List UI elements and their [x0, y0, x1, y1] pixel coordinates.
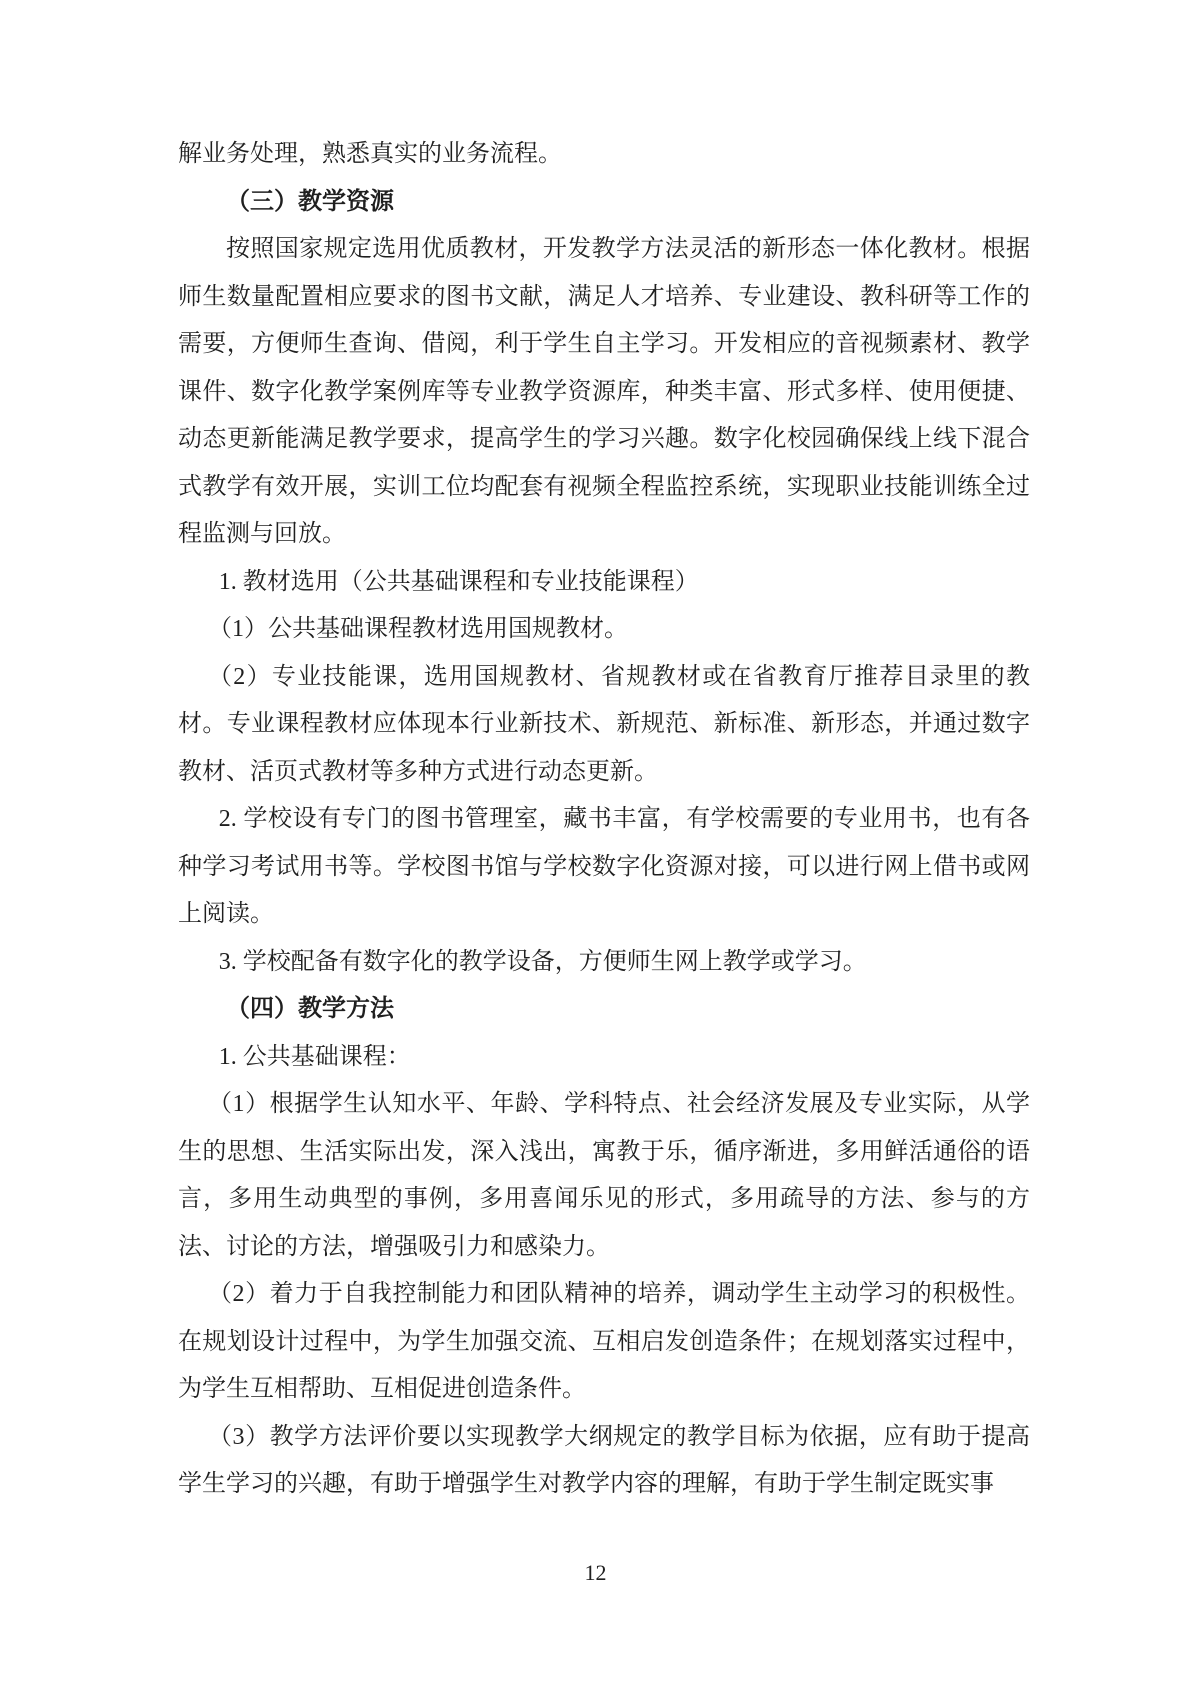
body-paragraph: （1）公共基础课程教材选用国规教材。 — [208, 616, 628, 642]
body-paragraph: 1. 公共基础课程： — [218, 1043, 411, 1070]
page-number: 12 — [584, 1560, 607, 1585]
section-heading: （三）教学资源 — [226, 188, 394, 215]
body-paragraph: 1. 教材选用（公共基础课程和专业技能课程） — [218, 568, 699, 595]
page-footer — [0, 1560, 1191, 1586]
section-heading: （四）教学方法 — [226, 996, 394, 1022]
body-paragraph: （2）专业技能课，选用国规教材、省规教材或在省教育厅推荐目录里的教材。专业课程教材应体现本行业新技术、新规范、新标准、新形态，并通过数字教材、活页式教材等多种方式进行动态更新。 — [178, 663, 1030, 785]
body-paragraph: 按照国家规定选用优质教材，开发教学方法灵活的新形态一体化教材。根据师生数量配置相应要求的图书文献，满足人才培养、专业建设、教科研等工作的需要，方便师生查询、借阅，利于学生自主学习。开发相应的音视频素材、教学课件、数字化教学案例库等专业教学资源库，种类丰富、形式多样、使用便捷、动态更新能满足教学要求，提高学生的学习兴趣。数字化校园确保线上线下混合式教学有效开展，实训工位均配套有视频全程监控系统，实现职业技能训练全过程监测与回放。 — [178, 236, 1030, 547]
body-paragraph: 2. 学校设有专门的图书管理室，藏书丰富，有学校需要的专业用书，也有各种学习考试用书等。学校图书馆与学校数字化资源对接，可以进行网上借书或网上阅读。 — [178, 806, 1030, 927]
body-paragraph: （1）根据学生认知水平、年龄、学科特点、社会经济发展及专业实际，从学生的思想、生活实际出发，深入浅出，寓教于乐，循序渐进，多用鲜活通俗的语言，多用生动典型的事例，多用喜闻乐见的形式，多用疏导的方法、参与的方法、讨论的方法，增强吸引力和感染力。 — [178, 1091, 1030, 1260]
body-paragraph: 3. 学校配备有数字化的教学设备，方便师生网上教学或学习。 — [218, 948, 867, 975]
body-paragraph: （3）教学方法评价要以实现教学大纲规定的教学目标为依据，应有助于提高学生学习的兴趣，有助于增强学生对教学内容的理解，有助于学生制定既实事 — [178, 1423, 1030, 1497]
page-body-text — [178, 131, 1030, 1509]
body-paragraph: 解业务处理，熟悉真实的业务流程。 — [178, 141, 562, 167]
body-paragraph: （2）着力于自我控制能力和团队精神的培养，调动学生主动学习的积极性。在规划设计过程中，为学生加强交流、互相启发创造条件；在规划落实过程中，为学生互相帮助、互相促进创造条件。 — [178, 1281, 1030, 1402]
